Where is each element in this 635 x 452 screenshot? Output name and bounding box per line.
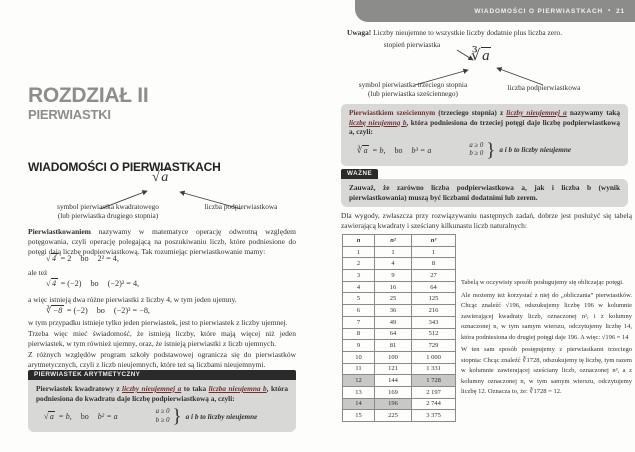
table-cell: 343 (412, 316, 456, 328)
usage-paragraph-sqrt196: Ale możemy też korzystać z niej do „obliczania” pierwiastków. Chcąc znaleźć √196, odszukujemy liczbę 196 w kolumnie zawierającej kwadraty liczb, oznaczonej n², i z kolumny oznaczonej n, w tym samym wierszu, odczytujemy liczbę 14, która podniesiona do drugiej potęgi daje 196. A więc: √196 = 14 (461, 291, 632, 341)
radicand: −8 (52, 306, 63, 315)
table-cell: 3 (343, 270, 375, 282)
emphasized-phrase: liczby nieujemnej a (506, 108, 567, 117)
table-cell: 16 (375, 281, 412, 293)
conditions-stack (469, 142, 483, 159)
table-cell: 1 331 (412, 363, 456, 375)
note-two-roots: a więc istnieją dwa różne pierwiastki z liczby 4, w tym jeden ujemny. (28, 295, 237, 304)
table-cell: 15 (343, 410, 375, 422)
table-cell: 64 (375, 328, 412, 340)
paragraph-text: nazywamy w matematyce operację odwrotną względem potęgowania, czyli operację polegającą na poszukiwaniu liczb, które podniesione do potęgi dają liczbę podpierwiastkową. Tak rozumiejąc pierwiastkowanie mamy: (28, 227, 296, 257)
table-row (343, 363, 456, 375)
column-header-n2: n² (375, 235, 412, 247)
conditions-note: a i b to liczby nieujemne (499, 146, 572, 155)
table-body (343, 246, 456, 421)
brace-glyph: } (172, 406, 182, 428)
text-segment: , która podniesiona do kwadratu daje liczbę podpierwiastkową a, czyli: (36, 384, 288, 403)
radicand: a (482, 48, 490, 64)
wazne-header: WAŻNE (341, 169, 378, 179)
text-segment: , która podniesiona do trzeciej potęgi daje liczbę podpierwiastkową a, czyli: (349, 117, 620, 137)
condition-b: b ≥ 0 (155, 416, 170, 424)
label-line: symbol pierwiastka trzeciego stopnia (358, 80, 468, 89)
radical-sign: √ (152, 170, 160, 185)
cbrt-diagram (347, 41, 619, 103)
table-cell: 49 (375, 316, 412, 328)
radicand: 4 (52, 254, 57, 263)
bo-word: bo (96, 306, 105, 315)
table-cell: 1 (412, 246, 456, 258)
table-cell: 2 197 (412, 386, 456, 398)
table-cell: 121 (375, 363, 412, 375)
emphasized-phrase: liczba nieujemna b (208, 384, 267, 393)
table-cell: 12 (343, 375, 375, 387)
wazne-box (341, 179, 628, 207)
running-header (355, 0, 635, 22)
table-cell: 2 (343, 258, 375, 270)
table-cell: 5 (343, 293, 375, 305)
table-cell: 125 (412, 293, 456, 305)
table-cell: 81 (375, 340, 412, 352)
table-cell: 3 375 (412, 410, 456, 422)
definition-text (36, 384, 288, 403)
condition-b: b ≥ 0 (469, 150, 484, 158)
usage-paragraph-powers: Tabelą w oczywisty sposób posługujemy się obliczając potęgi. (461, 279, 624, 286)
table-cell: 4 (343, 281, 375, 293)
table-cell: 13 (343, 386, 375, 398)
definition-text (349, 108, 620, 137)
equation-text: = (−2) (60, 279, 82, 288)
equation-sqrt4-positive (46, 254, 119, 263)
radicand: 4 (52, 279, 57, 288)
table-row (343, 398, 456, 410)
ale-tez-line: ale też (28, 268, 48, 277)
equation-check: (−2)³ = −8, (113, 306, 150, 315)
table-cell: 9 (375, 270, 412, 282)
table-intro-paragraph: Dla wygody, zwłaszcza przy rozwiązywaniu następnych zadań, dobrze jest posłużyć się tabelą zawierającą kwadraty i sześciany kilkunastu liczb naturalnych: (341, 211, 632, 230)
cbrt-a-formula (471, 48, 491, 64)
section-title: WIADOMOŚCI O PIERWIASTKACH (28, 160, 221, 174)
bo-word: bo (90, 279, 99, 288)
bo-word: bo (80, 412, 89, 422)
paragraph-text: Liczby nieujemne to wszystkie liczby dodatnie plus liczba zero. (371, 28, 563, 37)
radicand: a (363, 145, 368, 155)
equation-cbrt-minus8 (46, 305, 150, 315)
table-cell: 196 (375, 398, 412, 410)
lead-term: Pierwiastkiem sześciennym (349, 108, 436, 117)
radicand: a (161, 170, 169, 185)
radical-sign: ∛ (471, 48, 481, 64)
table-cell: 1 728 (412, 375, 456, 387)
table-cell: 8 (343, 328, 375, 340)
table-cell: 9 (343, 340, 375, 352)
box-body (28, 380, 296, 432)
emphasized-phrase: liczbę nieujemną b (349, 117, 407, 127)
bold-term: Uwaga! (347, 28, 372, 37)
table-cell: 144 (375, 375, 412, 387)
table-cell: 14 (343, 398, 375, 410)
radicand: a (49, 412, 54, 422)
radical-sign: √ (46, 254, 51, 263)
table-cell: 25 (375, 293, 412, 305)
sqrt-diagram (28, 170, 284, 228)
equation-sqrt4-negative (46, 279, 139, 288)
definition-formula (349, 141, 620, 160)
radical-sign: ∛ (46, 306, 52, 315)
running-header-title: WIADOMOŚCI O PIERWIASTKACH (474, 7, 604, 15)
table-row (343, 270, 456, 282)
radical-sign: √ (44, 412, 49, 422)
chapter-number: ROZDZIAŁ II (28, 84, 149, 107)
table-row (343, 386, 456, 398)
table-row (343, 328, 456, 340)
table-cell: 11 (343, 363, 375, 375)
note-negative-root: w tym przypadku istnieje tylko jeden pierwiastek, jest to pierwiastek z liczby ujemnej. (28, 318, 288, 327)
table-cell: 512 (412, 328, 456, 340)
diagram-label-symbol (33, 203, 183, 220)
table-cell: 1 (375, 246, 412, 258)
table-usage-column (461, 278, 632, 400)
table-cell: 27 (412, 270, 456, 282)
sqrt-a-formula (152, 170, 170, 185)
label-line: symbol pierwiastka kwadratowego (57, 202, 159, 211)
diagram-label-radicand: liczba podpierwiastkowa (204, 202, 278, 211)
equation-check: b² = a (97, 412, 118, 422)
equation-check: 2² = 4, (97, 254, 119, 263)
column-header-n3: n³ (412, 235, 456, 247)
chapter-title: PIERWIASTKI (28, 107, 111, 122)
column-header-n: n (343, 235, 375, 247)
table-cell: 2 744 (412, 398, 456, 410)
label-line: (lub pierwiastka sześciennego) (368, 88, 458, 98)
bo-word: bo (80, 254, 89, 263)
table-row (343, 281, 456, 293)
text-segment: nazywamy taką (566, 108, 620, 117)
table-cell: 8 (412, 258, 456, 270)
bold-term: Pierwiastkowaniem (28, 227, 91, 236)
table-row (343, 258, 456, 270)
equation-text: = b, (58, 412, 72, 422)
uwaga-note (347, 28, 629, 37)
table-cell: 216 (412, 305, 456, 317)
squares-cubes-table (342, 234, 456, 422)
table-row (343, 316, 456, 328)
text-segment: (trzeciego stopnia) z (435, 108, 507, 117)
table-row (343, 351, 456, 363)
table-row (343, 375, 456, 387)
conditions-stack (156, 408, 170, 425)
arithmetic-root-box (28, 370, 296, 432)
page-number: 21 (616, 7, 625, 15)
condition-a: a ≥ 0 (469, 141, 484, 149)
radical-sign: √ (46, 279, 51, 288)
equation-check: b³ = a (411, 145, 432, 155)
table-cell: 100 (375, 351, 412, 363)
condition-a: a ≥ 0 (155, 408, 170, 416)
diagram-label-degree: stopień pierwiastka (383, 40, 441, 49)
text-segment: Pierwiastek kwadratowy z (36, 384, 123, 393)
table-header-row (343, 235, 456, 247)
chapter-heading (28, 85, 148, 122)
table-cell: 1 000 (412, 351, 456, 363)
table-cell: 4 (375, 258, 412, 270)
table-cell: 36 (375, 305, 412, 317)
table-cell: 64 (412, 281, 456, 293)
separator-dot-icon: • (608, 8, 612, 14)
table-row (343, 340, 456, 352)
table-row (343, 246, 456, 258)
cube-root-box (341, 104, 628, 166)
table-cell: 7 (343, 316, 375, 328)
label-line: (lub pierwiastka drugiego stopnia) (57, 210, 159, 220)
table-cell: 1 (343, 246, 375, 258)
table-row (343, 305, 456, 317)
awareness-paragraph: Trzeba więc mieć świadomość, że istnieją liczby, które mają więcej niż jeden pierwiastek, w tym również ujemny, oraz, że istnieją pierwiastki z liczb ujemnych. (28, 329, 296, 349)
table-cell: 169 (375, 386, 412, 398)
table-cell: 729 (412, 340, 456, 352)
usage-paragraph-cbrt1728: W ten sam sposób postępujemy z pierwiastkami trzeciego stopnia: Chcąc znaleźć ∛1728, odszukujemy tę liczbę, tym razem w kolumnie zawierającej sześciany liczb, oznaczonej n³, a z kolumny oznaczonej n, w tym samym wierszu, odczytujemy liczbę 12. Oznacza to, że: ∛1728 = 12. (461, 346, 632, 395)
equation-text: = b, (372, 145, 386, 155)
diagram-label-symbol (347, 81, 479, 98)
school-program-paragraph: Z różnych względów program szkoły podstawowej ogranicza się do pierwiastków arytmetycznych, czyli z liczb nieujemnych, które też są liczbami nieujemnymi. (28, 350, 296, 370)
table-cell: 10 (343, 351, 375, 363)
diagram-label-radicand: liczba podpierwiastkowa (507, 83, 581, 92)
text-segment: to taka (181, 384, 209, 393)
equation-text: = (−2) (66, 306, 88, 315)
equation-check: (−2)² = 4, (107, 279, 140, 288)
conditions-note: a i b to liczby nieujemne (185, 412, 258, 421)
radical-sign: ∛ (357, 145, 363, 155)
table-cell: 225 (375, 410, 412, 422)
table-cell: 6 (343, 305, 375, 317)
table-row (343, 410, 456, 422)
wazne-text: Zauważ, że zarówno liczba podpierwiastkowa a, jak i liczba b (wynik pierwiastkowania) muszą być liczbami dodatnimi lub zerem. (349, 183, 620, 202)
table-row (343, 293, 456, 305)
brace-glyph: } (486, 139, 496, 161)
bo-word: bo (394, 145, 403, 155)
box-header: PIERWIASTEK ARYTMETYCZNY (28, 370, 296, 380)
emphasized-phrase: liczby nieujemnej a (122, 384, 182, 393)
equation-text: = 2 (60, 254, 72, 263)
definition-formula (36, 407, 288, 426)
